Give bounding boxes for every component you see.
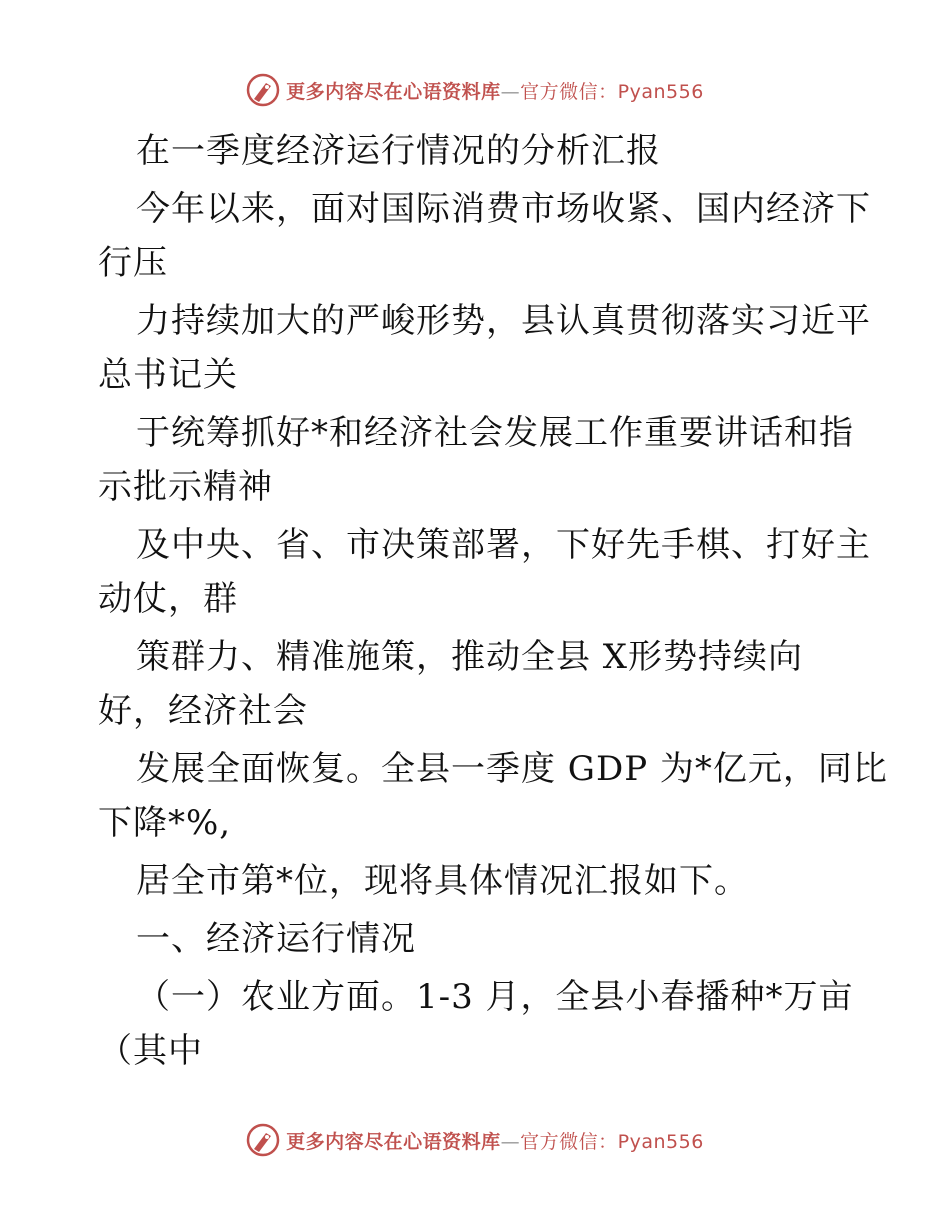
paragraph-line: （一）农业方面。1-3 月，全县小春播种*万亩 [136,977,854,1017]
footer-banner [0,1120,950,1160]
paragraph-line: 好，经济社会 [98,691,308,731]
paragraph-line: （其中 [98,1031,203,1071]
paragraph-line: 发展全面恢复。全县一季度 GDP 为*亿元，同比 [136,749,888,789]
banner-site-text: 更多内容尽在心语资料库 [286,80,501,103]
paragraph-line: 下降*%, [98,803,232,843]
section-heading: 一、经济运行情况 [136,919,416,959]
paragraph-line: 力持续加大的严峻形势，县认真贯彻落实习近平 [136,301,871,341]
paragraph-line: 动仗，群 [98,579,238,619]
paragraph-line: 及中央、省、市决策部署，下好先手棋、打好主 [136,525,871,565]
pen-nib-logo-icon [246,73,280,107]
paragraph-line: 总书记关 [98,355,238,395]
banner-text [286,77,704,104]
paragraph-line: 示批示精神 [98,467,273,507]
banner-text [286,1127,704,1154]
header-banner [0,70,950,110]
banner-wechat-text: 官方微信：Pyan556 [520,80,704,103]
paragraph-line: 今年以来，面对国际消费市场收紧、国内经济下 [136,189,871,229]
pen-nib-logo-icon [246,1123,280,1157]
paragraph-line: 行压 [98,243,168,283]
document-body [98,122,888,1080]
paragraph-line: 策群力、精准施策，推动全县 X形势持续向 [136,637,804,677]
paragraph-line: 居全市第*位，现将具体情况汇报如下。 [136,861,749,901]
banner-dash: — [500,1130,521,1153]
banner-site-text: 更多内容尽在心语资料库 [286,1130,501,1153]
paragraph-line: 于统筹抓好*和经济社会发展工作重要讲话和指 [136,413,854,453]
document-title: 在一季度经济运行情况的分析汇报 [136,131,661,171]
banner-wechat-text: 官方微信：Pyan556 [520,1130,704,1153]
banner-dash: — [500,80,521,103]
